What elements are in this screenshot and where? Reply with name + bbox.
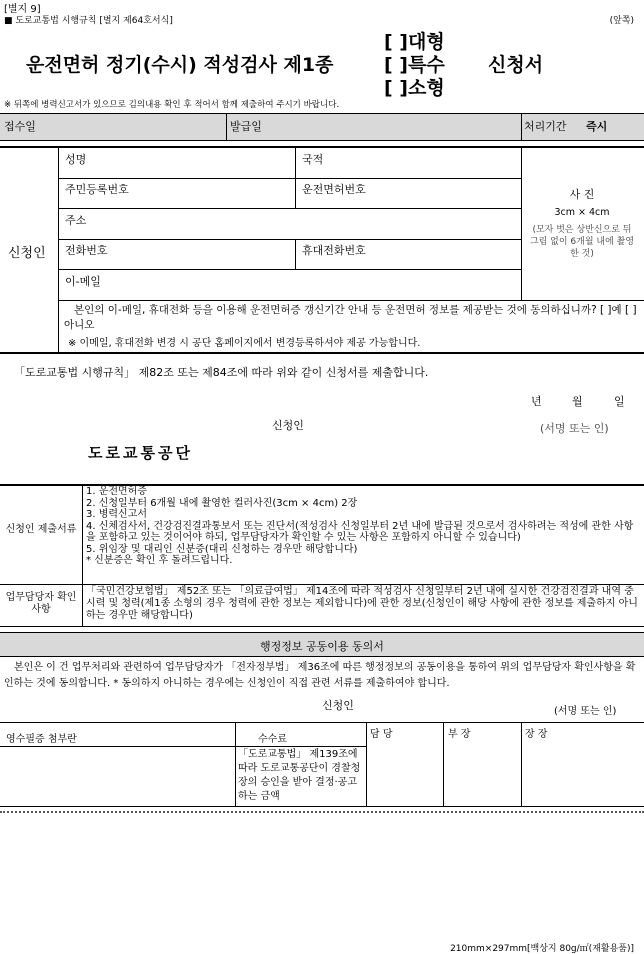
officer-check-text: 「국민건강보험법」 제52조 또는 「의료급여법」 제14조에 따라 적성검사 신청일부터 2년 내에 실시한 건강검진결과 내역 중 시력 및 청력(제1종 소형의 경우 청력에 관한 정보는 제외합니다)에 관한 정보(신청인이 해당 사항에 관한 정보를 제출하지 아니하는 경우만 해당합니다)	[86, 586, 638, 621]
doc-item: 4. 신체검사서, 건강검진결과통보서 또는 진단서(적성검사 신청일부터 2년 내에 발급된 것으로서 검사하려는 적성에 관한 사항을 포함하고 있는 것이어야 하되, 업무담당자가 확인할 수 있는 사항은 포함하지 아니할 수 있습니다)	[86, 520, 634, 543]
applicant-docs-list	[86, 486, 638, 567]
option-special: [ ]특수	[384, 54, 445, 76]
doc-item: 1. 운전면허증	[86, 486, 148, 497]
doc-item: 5. 위임장 및 대리인 신분증(대리 신청하는 경우만 해당합니다)	[86, 543, 358, 555]
declaration-applicant-label: 신청인	[272, 419, 304, 432]
address-label: 주소	[65, 214, 87, 227]
officer-check-label: 업무담당자 확인사항	[5, 592, 77, 615]
declaration-sign-label: (서명 또는 인)	[540, 422, 609, 435]
receipt-date-label: 접수일	[4, 120, 36, 133]
form-number: [별지 9]	[4, 4, 41, 15]
consent-note: ※ 이메일, 휴대전화 변경 시 공단 홈페이지에서 변경등록하셔야 제공 가능합니다.	[68, 338, 421, 349]
license-number-label: 운전면허번호	[302, 183, 366, 196]
paper-spec: 210mm×297mm[백상지 80g/㎡(재활용품)]	[450, 944, 634, 954]
admin-consent-text: 본인은 이 건 업무처리와 관련하여 업무담당자가 「전자정부법」 제36조에 따른 행정정보의 공동이용을 통하여 위의 업무담당자 확인사항을 확인하는 것에 동의합니다. * 동의하지 아니하는 경우에는 신청인이 직접 관련 서류를 제출하여야 합니다.	[4, 662, 636, 689]
stamp-attach-label: 영수필증 첨부란	[6, 734, 77, 745]
option-large: [ ]대형	[384, 31, 445, 53]
applicant-docs-label: 신청인 제출서류	[5, 524, 77, 535]
phone-label: 전화번호	[65, 244, 108, 257]
form-title: 운전면허 정기(수시) 적성검사 제1종	[26, 54, 334, 76]
photo-size: 3cm × 4cm	[554, 207, 610, 218]
head-sign-label: 장 장	[525, 729, 548, 740]
option-small: [ ]소형	[384, 77, 445, 99]
mobile-label: 휴대전화번호	[302, 244, 366, 257]
admin-consent-header: 행정정보 공동이용 동의서	[260, 640, 384, 653]
resident-number-label: 주민등록번호	[65, 183, 129, 196]
admin-consent-sign-label: (서명 또는 인)	[554, 706, 617, 717]
fee-text: 「도로교통법」 제139조에 따라 도로교통공단이 경찰청장의 승인을 받아 결정·공고하는 금액	[238, 749, 361, 802]
manager-sign-label: 부 장	[448, 729, 471, 740]
admin-consent-applicant-label: 신청인	[322, 699, 354, 712]
applicant-section-label: 신청인	[8, 246, 46, 261]
year-label: 년	[531, 395, 542, 408]
processing-period-label: 처리기간	[524, 120, 567, 133]
front-side-label: (앞쪽)	[609, 16, 634, 26]
photo-title: 사 진	[569, 188, 595, 201]
consent-question: 본인의 이-메일, 휴대전화 등을 이용해 운전면허증 갱신기간 안내 등 운전면허 정보를 제공받는 것에 동의하십니까? [ ]예 [ ]아니오	[64, 304, 637, 331]
fee-label: 수수료	[258, 734, 287, 745]
officer-sign-label: 담 당	[370, 729, 393, 740]
nationality-label: 국적	[302, 153, 324, 166]
title-suffix: 신청서	[488, 54, 544, 76]
doc-item: 3. 병력신고서	[86, 509, 148, 520]
doc-item: 2. 신청일부터 6개월 내에 촬영한 컬러사진(3cm × 4cm) 2장	[86, 497, 358, 509]
month-label: 월	[572, 395, 583, 408]
name-label: 성명	[65, 153, 87, 166]
day-label: 일	[614, 395, 625, 408]
photo-note: (모자 벗은 상반신으로 뒤 그림 없이 6개월 내에 촬영한 것)	[529, 225, 635, 259]
recipient-agency: 도로교통공단	[88, 444, 193, 462]
back-side-notice: ※ 뒤쪽에 병력신고서가 있으므로 김의내용 확인 후 적어서 함께 제출하여 주시기 바랍니다.	[4, 100, 340, 110]
processing-period-value: 즉시	[586, 120, 608, 133]
declaration-text: 「도로교통법 시행규칙」 제82조 또는 제84조에 따라 위와 같이 신청서를 제출합니다.	[14, 366, 429, 379]
regulation-reference: ■ 도로교통법 시행규칙 [별지 제64호서식]	[4, 16, 173, 26]
email-label: 이-메일	[65, 275, 101, 288]
issue-date-label: 발급일	[230, 120, 262, 133]
doc-item: * 신분증은 확인 후 돌려드립니다.	[86, 555, 233, 566]
